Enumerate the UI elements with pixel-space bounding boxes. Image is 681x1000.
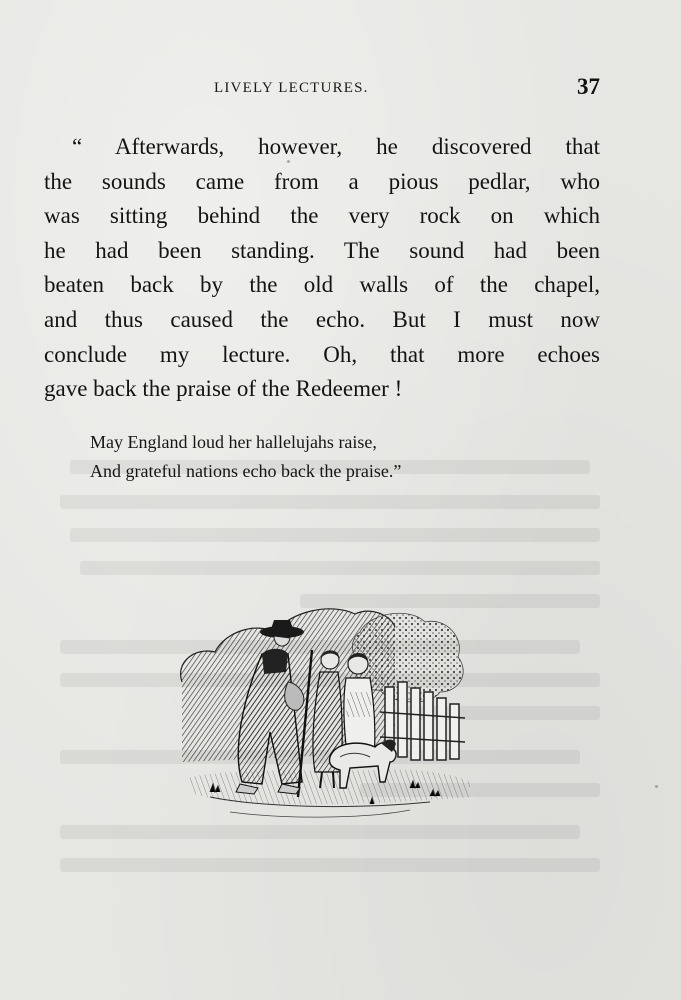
engraving-illustration	[170, 592, 480, 832]
body-paragraph	[44, 130, 600, 407]
text-line: he had been standing. The sound had been	[44, 237, 600, 263]
paper-speck	[655, 785, 658, 788]
engraving-pilgrim-with-children-and-dog-icon	[170, 592, 480, 832]
verse-quotation	[90, 428, 570, 486]
verse-line: And grateful nations echo back the praise.”	[90, 461, 402, 481]
text-line: “ Afterwards, however, he discovered that	[72, 134, 600, 159]
paper-speck	[287, 160, 290, 163]
text-line: the sounds came from a pious pedlar, who	[44, 168, 600, 194]
page-header	[44, 74, 600, 104]
running-head: LIVELY LECTURES.	[214, 80, 369, 96]
verse-line: May England loud her hallelujahs raise,	[90, 432, 377, 452]
text-line: and thus caused the echo. But I must now	[44, 306, 600, 332]
text-line: was sitting behind the very rock on which	[44, 203, 600, 229]
page-number: 37	[577, 74, 600, 99]
text-line: beaten back by the old walls of the chapel,	[44, 272, 600, 298]
text-line: gave back the praise of the Redeemer !	[44, 376, 403, 402]
text-line: conclude my lecture. Oh, that more echoes	[44, 341, 600, 367]
